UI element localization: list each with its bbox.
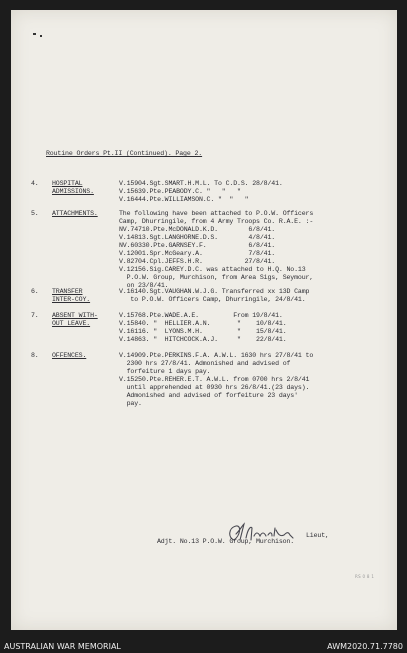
section-number: 4. bbox=[31, 180, 39, 187]
section-line: V.14813.Sgt.LANGHORNE.D.S. 4/8/41. bbox=[119, 234, 276, 241]
section-number: 8. bbox=[31, 352, 39, 359]
section-number: 5. bbox=[31, 210, 39, 217]
section-line: V.15904.Sgt.SMART.H.M.L. To C.D.S. 28/8/41. bbox=[119, 180, 283, 187]
section-line: V.14909.Pte.PERKINS.F.A. A.W.L. 1630 hrs 27/8/41 to bbox=[119, 352, 314, 359]
section-line: forfeiture 1 days pay. bbox=[119, 368, 211, 375]
section-line: The following have been attached to P.O.W. Officers bbox=[119, 210, 314, 217]
section-line: NV.60330.Pte.GARNSEY.F. 6/8/41. bbox=[119, 242, 276, 249]
section-label: OFFENCES. bbox=[52, 352, 87, 359]
archive-stamp: RS 0 8 1 bbox=[355, 574, 375, 579]
section-line: pay. bbox=[119, 400, 142, 407]
footer-institution: AUSTRALIAN WAR MEMORIAL bbox=[4, 642, 121, 651]
section-line: NV.74710.Pte.McDONALD.K.D. 6/8/41. bbox=[119, 226, 276, 233]
corner-mark bbox=[33, 33, 36, 35]
section-label: ABSENT WITH- bbox=[52, 312, 98, 319]
footer-bar bbox=[0, 640, 407, 653]
section-line: until apprehended at 0930 hrs 26/8/41.(23 days). bbox=[119, 384, 310, 391]
section-line: P.O.W. Group, Murchison, from Area Sigs, Seymour, bbox=[119, 274, 314, 281]
section-line: V.12001.Spr.McGeary.A. 7/8/41. bbox=[119, 250, 276, 257]
section-number: 6. bbox=[31, 288, 39, 295]
section-line: V.15639.Pte.PEABODY.C. " " " bbox=[119, 188, 241, 195]
section-label: TRANSFER bbox=[52, 288, 83, 295]
section-label: INTER-COY. bbox=[52, 296, 91, 303]
section-line: V.16140.Sgt.VAUGHAN.W.J.G. Transferred xx 13D Camp bbox=[119, 288, 310, 295]
section-label: HOSPITAL bbox=[52, 180, 83, 187]
section-line: 2300 hrs 27/8/41. Admonished and advised of bbox=[119, 360, 291, 367]
section-line: to P.O.W. Officers Camp, Dhurringile, 24/8/41. bbox=[119, 296, 306, 303]
footer-accession-id: AWM2020.71.7780 bbox=[327, 642, 403, 651]
section-number: 7. bbox=[31, 312, 39, 319]
section-label: ADMISSIONS. bbox=[52, 188, 94, 195]
section-line: V.14863. " HITCHCOCK.A.J. " 22/8/41. bbox=[119, 336, 287, 343]
section-line: V.15768.Pte.WADE.A.E. From 19/8/41. bbox=[119, 312, 283, 319]
section-label: OUT LEAVE. bbox=[52, 320, 91, 327]
signature-rank: Lieut, bbox=[306, 532, 329, 539]
section-line: V.15840. " HELLIER.A.N. " 10/8/41. bbox=[119, 320, 287, 327]
section-line: V.16116. " LYONS.M.H. " 15/8/41. bbox=[119, 328, 287, 335]
section-line: Camp, Dhurringile, from 4 Army Troops Co. R.A.E. :- bbox=[119, 218, 314, 225]
section-label: ATTACHMENTS. bbox=[52, 210, 98, 217]
section-line: Admonished and advised of forfeiture 23 days' bbox=[119, 392, 298, 399]
signature-title: Adjt. No.13 P.O.W. Group, Murchison. bbox=[157, 538, 295, 545]
section-line: V.12156.Sig.CAREY.D.C. was attached to H.Q. No.13 bbox=[119, 266, 306, 273]
corner-mark bbox=[40, 35, 42, 37]
section-line: on 23/8/41. bbox=[119, 282, 169, 289]
page-heading: Routine Orders Pt.II (Continued). Page 2. bbox=[46, 150, 203, 157]
section-line: V.82704.Cpl.JEFFS.H.R. 27/8/41. bbox=[119, 258, 276, 265]
section-line: V.15250.Pte.REHER.E.T. A.W.L. from 0700 hrs 2/8/41 bbox=[119, 376, 310, 383]
section-line: V.16444.Pte.WILLIAMSON.C. " " " bbox=[119, 196, 249, 203]
